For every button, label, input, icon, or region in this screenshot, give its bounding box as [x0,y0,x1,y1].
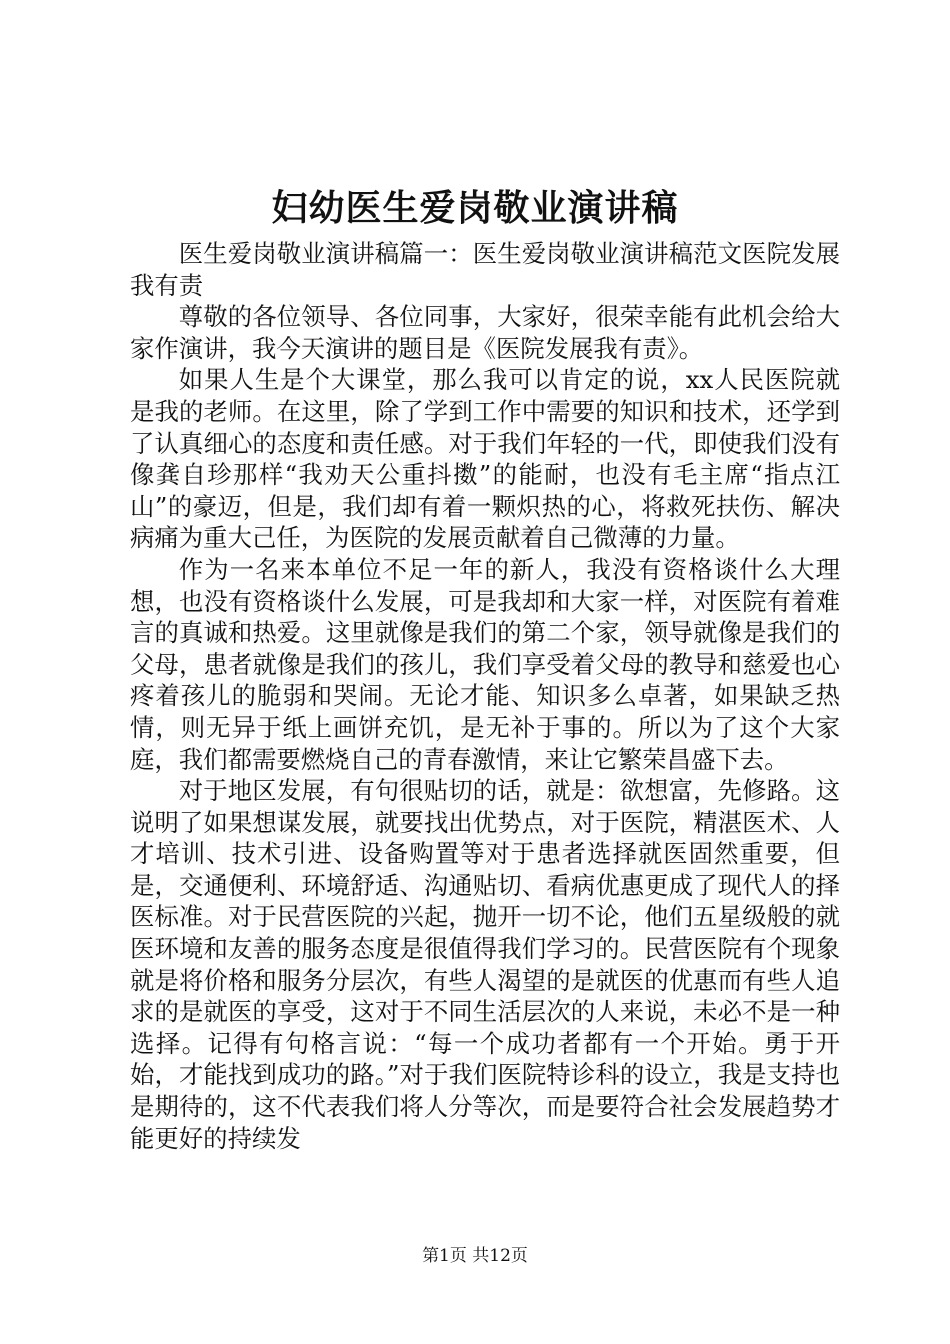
paragraph-greeting: 尊敬的各位领导、各位同事，大家好，很荣幸能有此机会给大家作演讲，我今天演讲的题目是《医院发展我有责》。 [130,302,840,363]
paragraph-body: 作为一名来本单位不足一年的新人，我没有资格谈什么大理想，也没有资格谈什么发展，可是我却和大家一样，对医院有着难言的真诚和热爱。这里就像是我们的第二个家，领导就像是我们的父母，患者就像是我们的孩儿，我们享受着父母的教导和慈爱也心疼着孩儿的脆弱和哭闹。无论才能、知识多么卓著，如果缺乏热情，则无异于纸上画饼充饥，是无补于事的。所以为了这个大家庭，我们都需要燃烧自己的青春激情，来让它繁荣昌盛下去。 [130,554,840,774]
document-title: 妇幼医生爱岗敬业演讲稿 [271,187,679,229]
paragraph-body: 如果人生是个大课堂，那么我可以肯定的说，xx人民医院就是我的老师。在这里，除了学到工作中需要的知识和技术，还学到了认真细心的态度和责任感。对于我们年轻的一代，即使我们没有像龚自珍那样“我劝天公重抖擞”的能耐，也没有毛主席“指点江山”的豪迈，但是，我们却有着一颗炽热的心，将救死扶伤、解决病痛为重大己任，为医院的发展贡献着自己微薄的力量。 [130,365,840,553]
paragraph-subtitle: 医生爱岗敬业演讲稿篇一：医生爱岗敬业演讲稿范文医院发展我有责 [130,239,840,300]
page-number-footer: 第1页 共12页 [422,1246,528,1266]
document-body [130,238,840,1154]
paragraph-body: 对于地区发展，有句很贴切的话，就是：欲想富，先修路。这说明了如果想谋发展，就要找出优势点，对于医院，精湛医术、人才培训、技术引进、设备购置等对于患者选择就医固然重要，但是，交通便利、环境舒适、沟通贴切、看病优惠更成了现代人的择医标准。对于民营医院的兴起，抛开一切不论，他们五星级般的就医环境和友善的服务态度是很值得我们学习的。民营医院有个现象就是将价格和服务分层次，有些人渴望的是就医的优惠而有些人追求的是就医的享受，这对于不同生活层次的人来说，未必不是一种选择。记得有句格言说：“每一个成功者都有一个开始。勇于开始，才能找到成功的路。”对于我们医院特诊科的设立，我是支持也是期待的，这不代表我们将人分等次，而是要符合社会发展趋势才能更好的持续发 [130,776,840,1153]
